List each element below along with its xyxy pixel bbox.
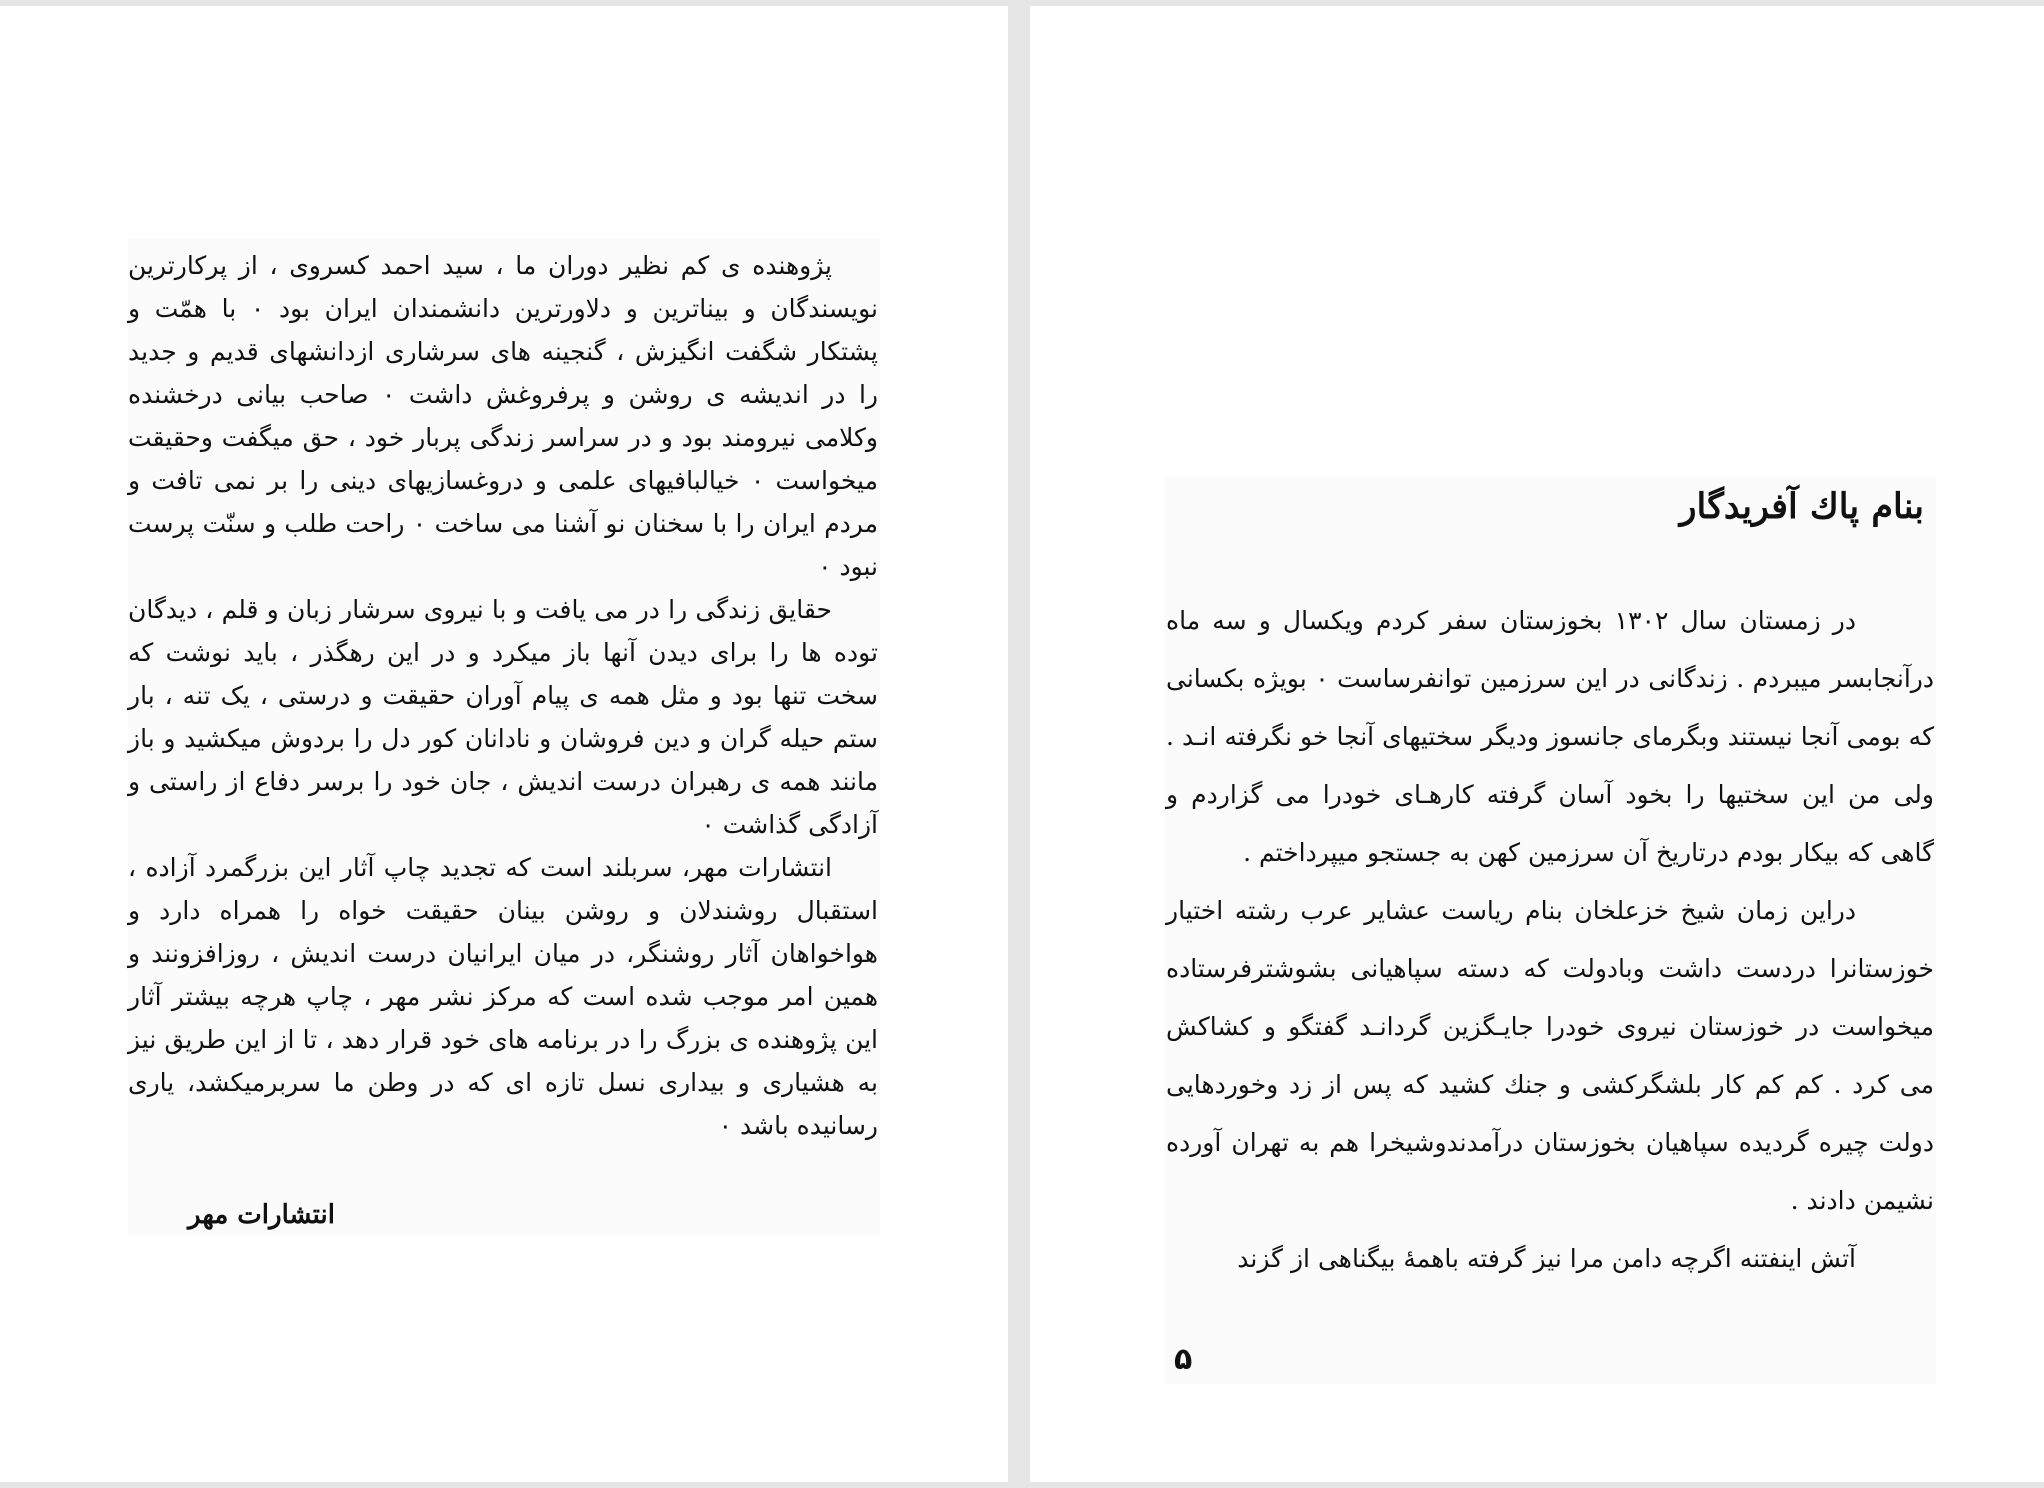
body-text	[1166, 592, 1934, 1288]
left-page	[0, 6, 1008, 1482]
page-number: ۵	[1174, 1342, 1193, 1377]
body-paragraph-3: آتش اینفتنه اگرچه دامن مرا نیز گرفته باهمهٔ بیگناهی از گزند	[1237, 1244, 1856, 1273]
page-title: بنام پاك آفريدگار	[1679, 486, 1924, 527]
body-paragraph-2: دراین زمان شیخ خزعلخان بنام ریاست عشایر عرب رشته اختیار خوزستانرا دردست داشت وبادولت که دسته سپاهیانی بشوشترفرستاده میخواست در خوزستان نیروی خودرا جایـگزین گردانـد گفتگو و کشاکش می کرد . کم کم کار بلشگرکشی و جنك کشید که پس از زد وخوردهایی دولت چیره گردیده سپاهیان بخوزستان درآمدندوشیخرا هم به تهران آورده نشیمن دادند .	[1166, 896, 1934, 1215]
preface-text	[128, 244, 878, 1147]
preface-paragraph-1: پژوهنده ی کم نظیر دوران ما ، سید احمد کسروی ، از پرکارترین نویسندگان و بیناترین و دلاورترین دانشمندان ایران بود ٠ با همّت و پشتکار شگفت انگیزش ، گنجینه های سرشاری ازدانشهای قدیم و جدید را در اندیشه ی روشن و پرفروغش داشت ٠ صاحب بیانی درخشنده وکلامی نیرومند بود و در سراسر زندگی پربار خود ، حق میگفت وحقیقت میخواست ٠ خیالبافیهای علمی و دروغسازیهای دینی را بر نمی تافت و مردم ایران را با سخنان نو آشنا می ساخت ٠ راحت طلب و سنّت پرست نبود ٠	[128, 251, 878, 581]
preface-paragraph-3: انتشارات مهر، سربلند است که تجدید چاپ آثار این بزرگمرد آزاده ، استقبال روشندلان و روشن بینان حقیقت خواه را همراه دارد و هواخواهان آثار روشنگر، در میان ایرانیان درست اندیش ، روزافزونند و همین امر موجب شده است که مرکز نشر مهر ، چاپ هرچه بیشتر آثار این پژوهنده ی بزرگ را در برنامه های خود قرار دهد ، تا از این طریق نیز به هشیاری و بیداری نسل تازه ای که در وطن ما سربرمیکشد، یاری رسانیده باشد ٠	[128, 853, 878, 1140]
publisher-signature: انتشارات مهر	[188, 1200, 335, 1230]
preface-paragraph-2: حقایق زندگی را در می یافت و با نیروی سرشار زبان و قلم ، دیدگان توده ها را برای دیدن آنها باز میکرد و در این رهگذر ، باید نوشت که سخت تنها بود و مثل همه ی پیام آوران حقیقت و درستی ، یک تنه ، بار ستم حیله گران و دین فروشان و نادانان کور دل را بردوش میکشید و باز مانند همه ی رهبران درست اندیش ، جان خود را برسر دفاع از راستی و آزادگی گذاشت ٠	[128, 595, 878, 839]
body-paragraph-1: در زمستان سال ۱۳۰۲ بخوزستان سفر کردم ویکسال و سه ماه درآنجابسر میبردم . زندگانی در این سرزمین توانفرساست ٠ بویژه بکسانی که بومی آنجا نیستند وبگرمای جانسوز ودیگر سختیهای آنجا خو نگرفته انـد . ولی من این سختیها را بخود آسان گرفته کارهـای خودرا می گزاردم و گاهی که بیکار بودم درتاریخ آن سرزمین کهن به جستجو میپرداختم .	[1166, 606, 1934, 867]
right-page	[1030, 6, 2044, 1482]
